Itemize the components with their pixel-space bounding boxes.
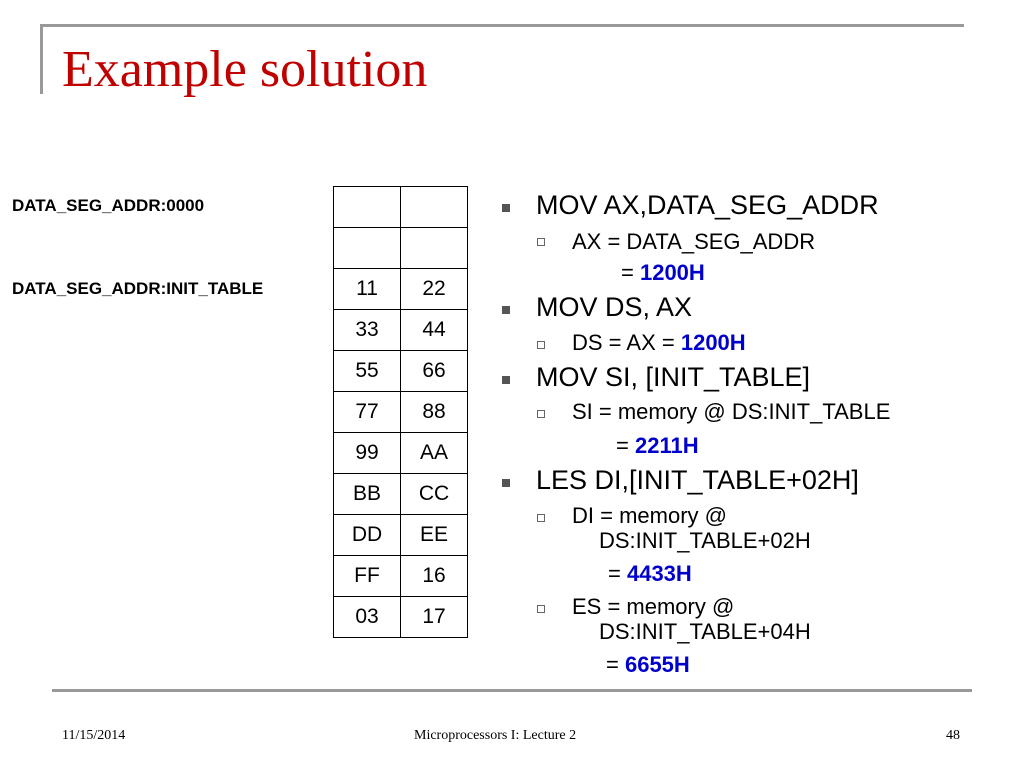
square-bullet-icon <box>502 479 510 487</box>
hollow-square-bullet-icon <box>537 514 545 522</box>
equals-sign: = <box>608 561 627 586</box>
memory-cell: DD <box>334 515 401 556</box>
instruction-mov-ds: MOV DS, AX <box>536 292 693 322</box>
instruction-mov-ax: MOV AX,DATA_SEG_ADDR <box>536 190 879 220</box>
square-bullet-icon <box>502 306 510 314</box>
footer-divider-line <box>52 689 972 692</box>
square-bullet-icon <box>502 204 510 212</box>
memory-row <box>334 597 468 638</box>
sub-item-text <box>572 331 746 355</box>
result-value: 1200H <box>680 330 746 355</box>
address-label-start: DATA_SEG_ADDR:0000 <box>12 196 205 215</box>
sub-item-label: DS = AX = <box>572 330 681 355</box>
address-label-init-table: DATA_SEG_ADDR:INIT_TABLE <box>12 279 264 298</box>
memory-row <box>334 556 468 597</box>
memory-cell: FF <box>334 556 401 597</box>
memory-cell: BB <box>334 474 401 515</box>
memory-cell: 11 <box>334 269 401 310</box>
memory-row <box>334 269 468 310</box>
result-value: 2211H <box>634 433 699 458</box>
result-line <box>616 433 699 459</box>
result-value: 6655H <box>624 652 690 677</box>
footer-page-number: 48 <box>946 728 960 743</box>
memory-row <box>334 474 468 515</box>
hollow-square-bullet-icon <box>537 238 545 246</box>
memory-cell: AA <box>401 433 468 474</box>
memory-cell: 77 <box>334 392 401 433</box>
memory-row <box>334 228 468 269</box>
memory-cell <box>334 187 401 228</box>
memory-row <box>334 310 468 351</box>
memory-cell: 99 <box>334 433 401 474</box>
slide-title: Example solution <box>62 41 428 98</box>
memory-row <box>334 187 468 228</box>
memory-row <box>334 433 468 474</box>
memory-cell: 03 <box>334 597 401 638</box>
hollow-square-bullet-icon <box>537 605 545 613</box>
sub-item-text: SI = memory @ DS:INIT_TABLE <box>572 399 891 424</box>
sub-item-text-continued: DS:INIT_TABLE+02H <box>599 528 811 553</box>
equals-sign: = <box>616 433 635 458</box>
memory-cell: 66 <box>401 351 468 392</box>
memory-cell: 88 <box>401 392 468 433</box>
result-value: 4433H <box>626 561 692 586</box>
memory-cell <box>401 187 468 228</box>
result-line <box>608 561 692 587</box>
result-line <box>606 652 690 678</box>
memory-cell: 55 <box>334 351 401 392</box>
memory-row <box>334 515 468 556</box>
memory-cell: 16 <box>401 556 468 597</box>
hollow-square-bullet-icon <box>537 341 545 349</box>
memory-cell: 17 <box>401 597 468 638</box>
memory-row <box>334 392 468 433</box>
sub-item-text: DI = memory @ <box>572 503 727 528</box>
memory-cell: 44 <box>401 310 468 351</box>
memory-row <box>334 351 468 392</box>
equals-sign: = <box>621 260 640 285</box>
footer-date: 11/15/2014 <box>62 728 126 743</box>
memory-cell <box>401 228 468 269</box>
sub-item-text: AX = DATA_SEG_ADDR <box>572 229 816 254</box>
sub-item-text: ES = memory @ <box>572 594 735 619</box>
memory-cell: 33 <box>334 310 401 351</box>
memory-table <box>333 186 468 638</box>
memory-cell <box>334 228 401 269</box>
left-accent-line <box>40 24 43 94</box>
instruction-mov-si: MOV SI, [INIT_TABLE] <box>536 362 811 392</box>
memory-cell: CC <box>401 474 468 515</box>
result-value: 1200H <box>639 260 705 285</box>
footer-course: Microprocessors I: Lecture 2 <box>414 728 577 743</box>
result-line <box>621 260 705 286</box>
top-border-line <box>40 24 964 27</box>
square-bullet-icon <box>502 376 510 384</box>
memory-cell: 22 <box>401 269 468 310</box>
equals-sign: = <box>606 652 625 677</box>
memory-cell: EE <box>401 515 468 556</box>
hollow-square-bullet-icon <box>537 410 545 418</box>
instruction-les-di: LES DI,[INIT_TABLE+02H] <box>536 465 859 495</box>
sub-item-text-continued: DS:INIT_TABLE+04H <box>599 619 811 644</box>
